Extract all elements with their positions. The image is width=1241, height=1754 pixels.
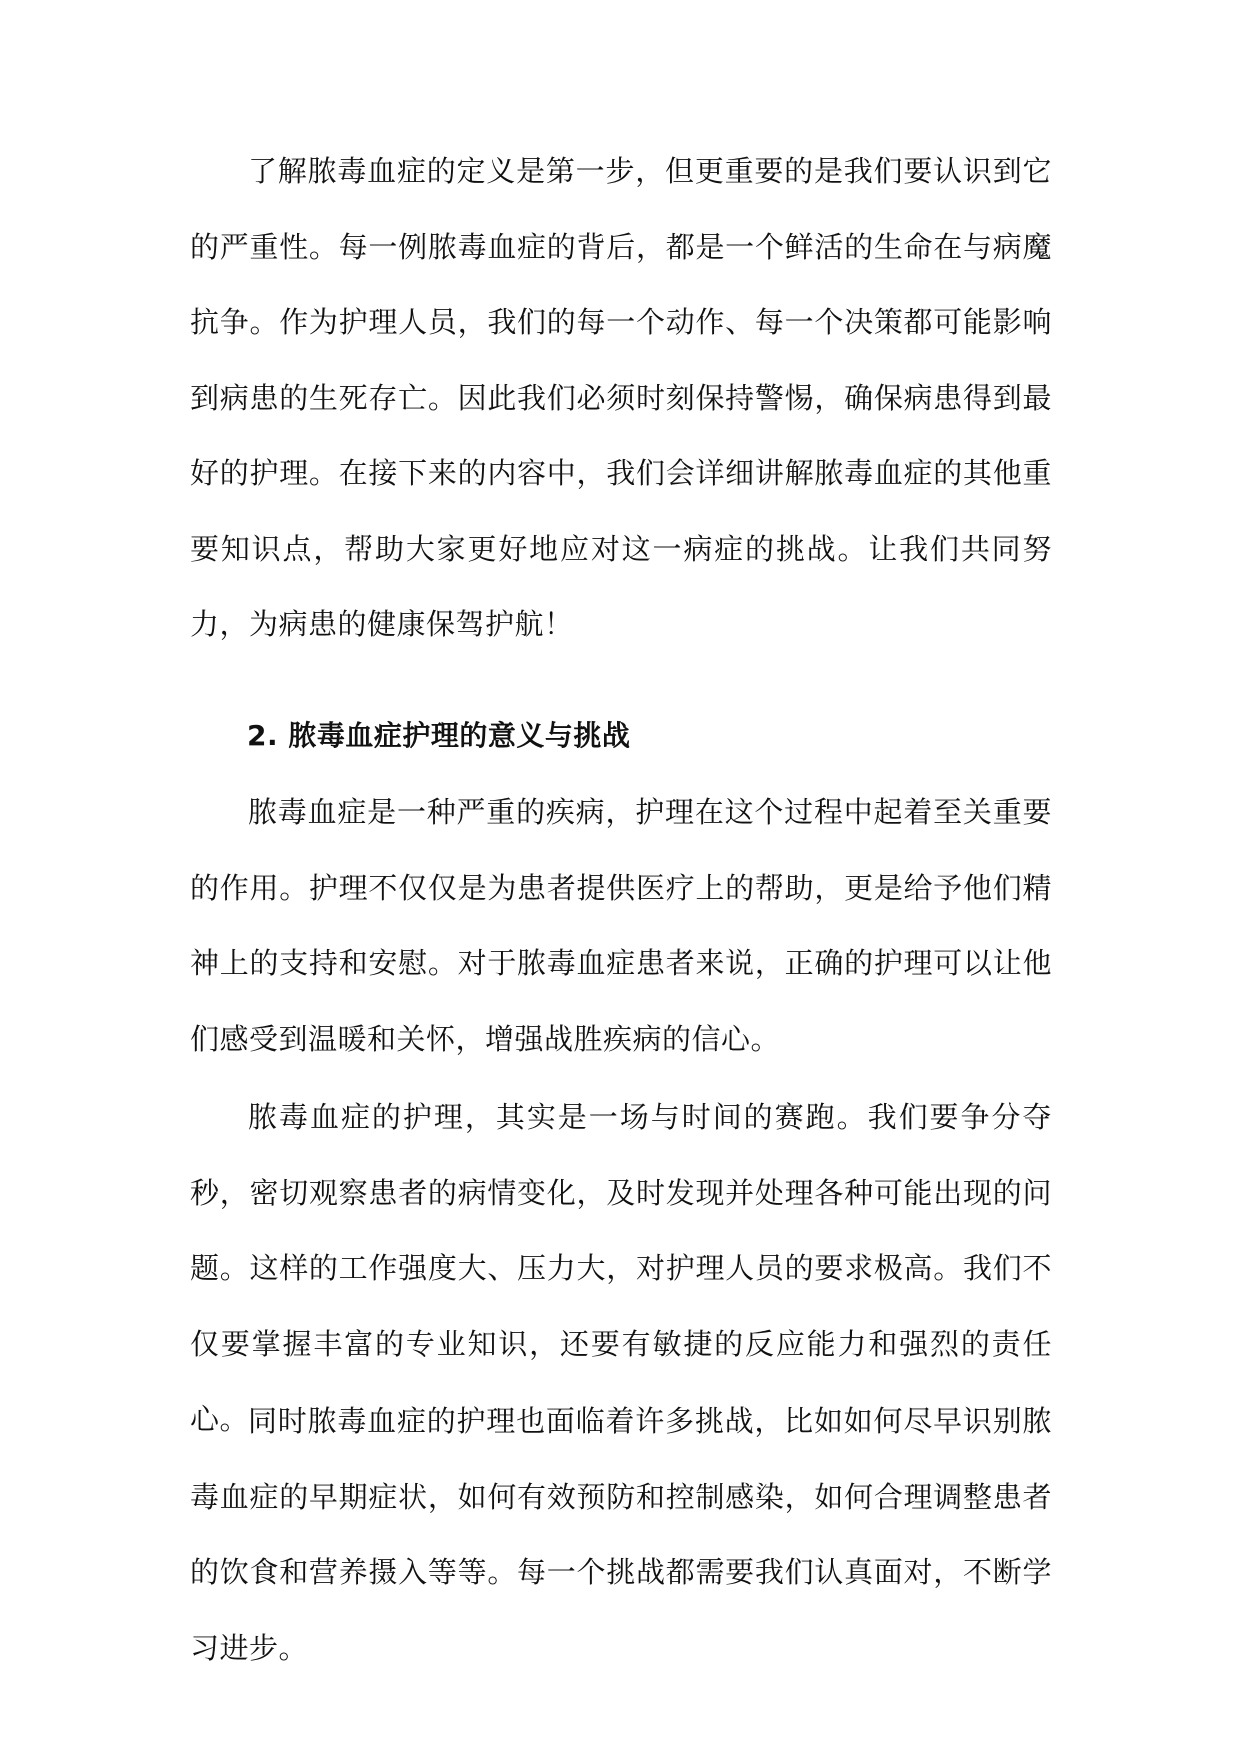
section-paragraph-1: 脓毒血症是一种严重的疾病，护理在这个过程中起着至关重要的作用。护理不仅仅是为患者提供医疗上的帮助，更是给予他们精神上的支持和安慰。对于脓毒血症患者来说，正确的护理可以让他们感受到温暖和关怀，增强战胜疾病的信心。 <box>190 795 1052 1056</box>
section-paragraph-3: 同时脓毒血症的护理也面临着许多挑战，比如如何尽早识别脓毒血症的早期症状，如何有效预防和控制感染，如何合理调整患者的饮食和营养摄入等等。每一个挑战都需要我们认真面对，不断学习进步。 <box>190 1404 1052 1665</box>
section-heading: 2. 脓毒血症护理的意义与挑战 <box>247 719 631 752</box>
intro-paragraph: 了解脓毒血症的定义是第一步，但更重要的是我们要认识到它的严重性。每一例脓毒血症的背后，都是一个鲜活的生命在与病魔抗争。作为护理人员，我们的每一个动作、每一个决策都可能影响到病患的生死存亡。因此我们必须时刻保持警惕，确保病患得到最好的护理。在接下来的内容中，我们会详细讲解脓毒血症的其他重要知识点，帮助大家更好地应对这一病症的挑战。让我们共同努力，为病患的健康保驾护航！ <box>190 154 1052 641</box>
section-paragraph-2: 脓毒血症的护理，其实是一场与时间的赛跑。我们要争分夺秒，密切观察患者的病情变化，及时发现并处理各种可能出现的问题。这样的工作强度大、压力大，对护理人员的要求极高。我们不仅要掌握丰富的专业知识，还要有敏捷的反应能力和强烈的责任心。 <box>190 1100 1052 1436</box>
